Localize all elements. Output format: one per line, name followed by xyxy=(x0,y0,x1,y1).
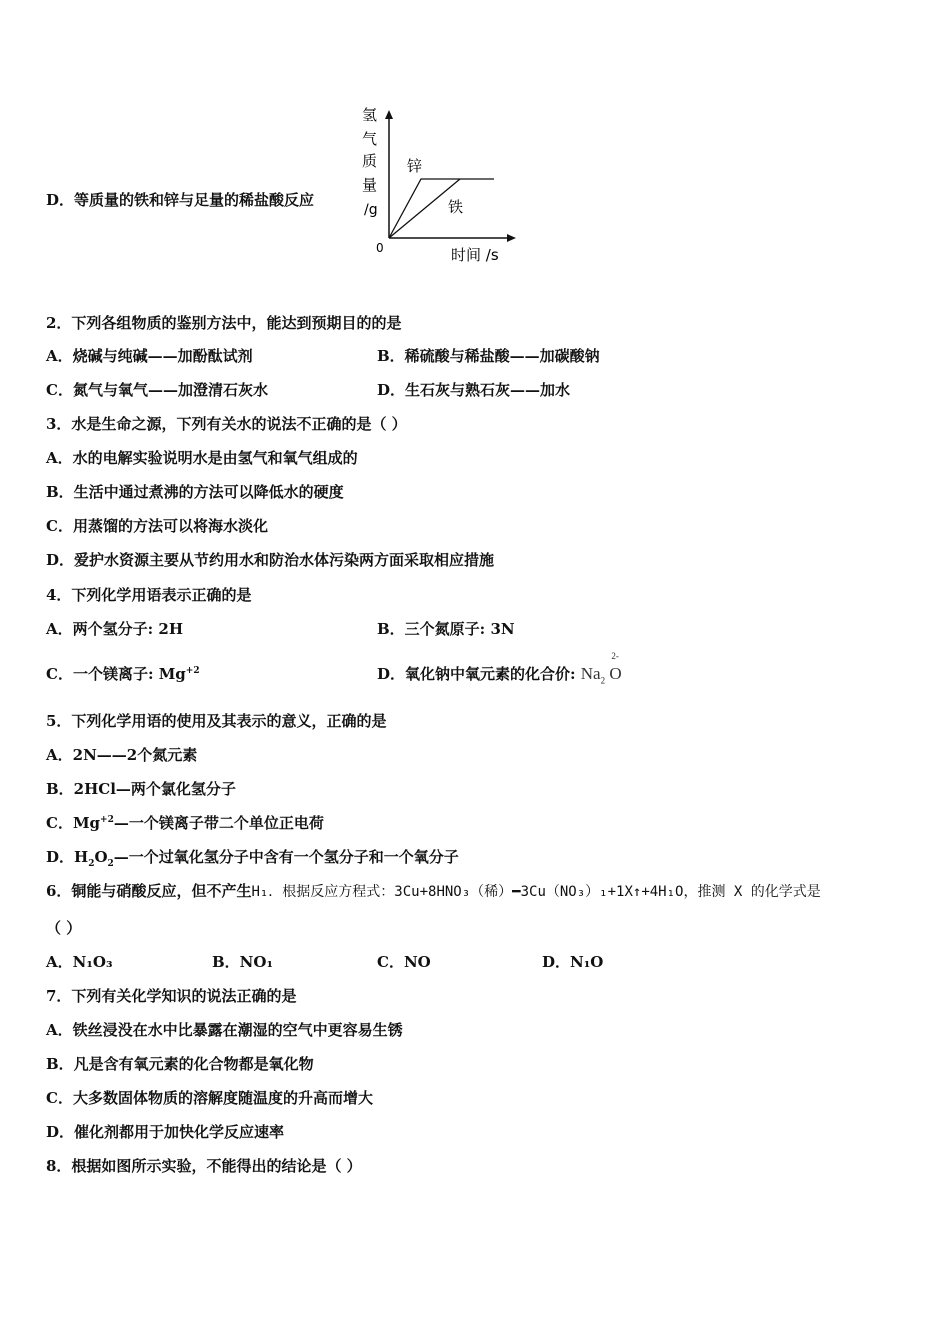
formula-subscript: 2 xyxy=(600,675,606,686)
q7-option-b: B．凡是含有氧元素的化合物都是氧化物 xyxy=(46,1055,314,1073)
zinc-label: 锌 xyxy=(407,157,423,175)
hydrogen-mass-time-graph xyxy=(358,104,518,269)
q5-stem: 5．下列化学用语的使用及其表示的意义，正确的是 xyxy=(46,712,387,730)
valence-superscript: 2- xyxy=(611,651,619,661)
q7-option-d: D．催化剂都用于加快化学反应速率 xyxy=(46,1123,285,1141)
x-axis-arrow xyxy=(507,234,516,242)
q4-stem: 4．下列化学用语表示正确的是 xyxy=(46,586,252,604)
charge-superscript: +2 xyxy=(185,666,200,676)
q8-stem: 8．根据如图所示实验，不能得出的结论是（ ） xyxy=(46,1157,362,1175)
q4-option-d-text: D．氧化钠中氧元素的化合价: xyxy=(377,665,581,683)
q6-option-a: A．N₁O₃ xyxy=(46,953,113,971)
q2-option-b: B．稀硫酸与稀盐酸——加碳酸钠 xyxy=(377,347,600,365)
q2-stem: 2．下列各组物质的鉴别方法中，能达到预期目的的是 xyxy=(46,314,402,332)
y-axis-label-char: /g xyxy=(364,202,378,218)
q5-option-a: A．2N——2个氮元素 xyxy=(46,746,198,764)
formula-subscript: 2 xyxy=(107,859,114,869)
zinc-curve xyxy=(389,179,494,238)
q7-option-a: A．铁丝浸没在水中比暴露在潮湿的空气中更容易生锈 xyxy=(46,1021,403,1039)
q3-option-d: D．爱护水资源主要从节约用水和防治水体污染两方面采取相应措施 xyxy=(46,551,495,569)
q4-option-c-text: C．一个镁离子: Mg xyxy=(46,665,186,683)
q3-option-c: C．用蒸馏的方法可以将海水淡化 xyxy=(46,517,268,535)
origin-label: 0 xyxy=(376,241,384,255)
charge-superscript: +2 xyxy=(100,815,114,825)
q6-option-c: C．NO xyxy=(377,953,431,971)
q4-option-b: B．三个氮原子: 3N xyxy=(377,620,515,638)
q5-option-c-pre: C．Mg xyxy=(46,814,101,832)
q6-answer-paren: （ ） xyxy=(46,919,82,937)
sodium-oxide-formula xyxy=(580,651,622,686)
q2-option-a: A．烧碱与纯碱——加酚酞试剂 xyxy=(46,347,253,365)
q5-option-b: B．2HCl—两个氯化氢分子 xyxy=(46,780,236,798)
q5-option-d-pre: D．H xyxy=(46,848,89,866)
q3-option-a: A．水的电解实验说明水是由氢气和氧气组成的 xyxy=(46,449,358,467)
q4-option-a: A．两个氢分子: 2H xyxy=(46,620,184,638)
y-axis-label-char: 质 xyxy=(362,152,378,170)
formula-o: O xyxy=(609,664,622,683)
q7-stem: 7．下列有关化学知识的说法正确的是 xyxy=(46,987,297,1005)
q2-option-d: D．生石灰与熟石灰——加水 xyxy=(377,381,571,399)
q4-option-d xyxy=(377,651,622,686)
iron-label: 铁 xyxy=(448,198,464,216)
q4-option-c xyxy=(46,663,200,684)
q6-option-b: B．NO₁ xyxy=(212,953,274,971)
formula-subscript: 2 xyxy=(88,859,95,869)
formula-na: Na xyxy=(580,664,601,683)
q5-option-d xyxy=(46,846,459,869)
q5-option-c xyxy=(46,812,324,833)
y-axis-label-char: 氢 xyxy=(362,106,378,124)
q2-option-c: C．氮气与氧气——加澄清石灰水 xyxy=(46,381,268,399)
q6-stem xyxy=(46,880,821,901)
q1-option-d: D．等质量的铁和锌与足量的稀盐酸反应 xyxy=(46,191,315,209)
q5-option-d-post: —一个过氧化氢分子中含有一个氢分子和一个氧分子 xyxy=(113,848,459,866)
formula-o: O xyxy=(94,848,108,866)
q5-option-c-post: —一个镁离子带二个单位正电荷 xyxy=(113,814,324,832)
y-axis-label-char: 气 xyxy=(362,130,378,148)
y-axis-label-char: 量 xyxy=(362,176,378,194)
q3-stem: 3．水是生命之源，下列有关水的说法不正确的是（ ） xyxy=(46,415,407,433)
q6-equation: H₁．根据反应方程式：3Cu+8HNO₃（稀）━3Cu（NO₃）₁+1X↑+4H₁O，推测 X 的化学式是 xyxy=(251,884,821,900)
q6-option-d: D．N₁O xyxy=(542,953,604,971)
y-axis-arrow xyxy=(385,110,393,119)
q3-option-b: B．生活中通过煮沸的方法可以降低水的硬度 xyxy=(46,483,344,501)
x-axis-label: 时间 /s xyxy=(451,246,499,264)
q7-option-c: C．大多数固体物质的溶解度随温度的升高而增大 xyxy=(46,1089,373,1107)
q6-stem-text: 6．铜能与硝酸反应，但不产生 xyxy=(46,882,252,900)
